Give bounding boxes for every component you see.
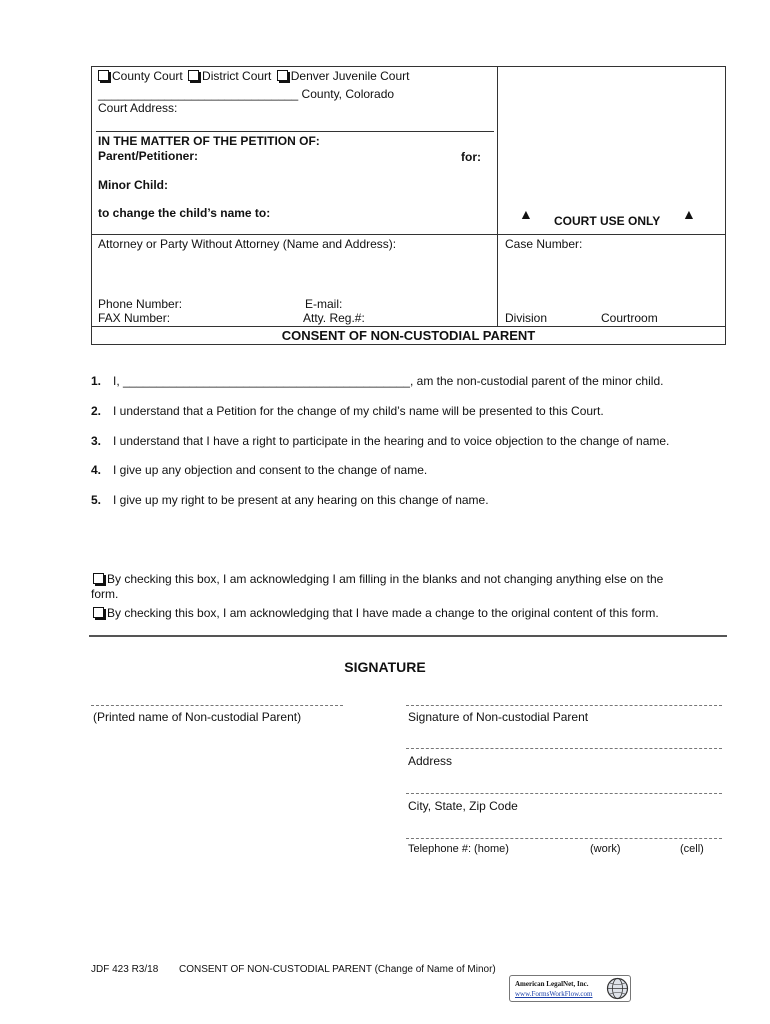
address-label: Address — [408, 754, 453, 768]
matter-divider — [96, 131, 494, 132]
statement-1: 1. I, ___________________________________________, am the non-custodial parent of the minor child. — [91, 374, 664, 388]
parent-label: Parent/Petitioner: — [98, 149, 199, 163]
phone-label: Phone Number: — [98, 297, 183, 311]
county-line[interactable]: ______________________________ County, Colorado — [98, 87, 395, 101]
district-court-checkbox[interactable] — [188, 70, 199, 81]
statement-2: 2. I understand that a Petition for the change of my child’s name will be presented to this Court. — [91, 404, 604, 418]
globe-icon — [606, 977, 629, 1000]
matter-heading: IN THE MATTER OF THE PETITION OF: — [98, 134, 320, 148]
city-line[interactable] — [406, 793, 722, 794]
telephone-work-label: (work) — [590, 843, 621, 855]
denver-juvenile-label: Denver Juvenile Court — [290, 69, 410, 83]
up-arrow-icon: ▲ — [519, 206, 533, 222]
signature-heading: SIGNATURE — [344, 659, 426, 675]
telephone-home-label: Telephone #: (home) — [408, 843, 509, 855]
vendor-url[interactable]: www.FormsWorkFlow.com — [515, 990, 593, 998]
city-label: City, State, Zip Code — [408, 799, 518, 813]
court-options — [98, 69, 409, 83]
atty-reg-label: Atty. Reg.#: — [303, 311, 365, 325]
attorney-label: Attorney or Party Without Attorney (Name and Address): — [98, 237, 397, 251]
address-line[interactable] — [406, 748, 722, 749]
case-number-label: Case Number: — [505, 237, 583, 251]
fax-label: FAX Number: — [98, 311, 171, 325]
courtroom-label: Courtroom — [601, 311, 658, 325]
minor-child-label: Minor Child: — [98, 178, 168, 192]
court-use-only: COURT USE ONLY — [554, 214, 661, 228]
county-court-checkbox[interactable] — [98, 70, 109, 81]
telephone-cell-label: (cell) — [680, 843, 704, 855]
statement-5: 5. I give up my right to be present at any hearing on this change of name. — [91, 493, 489, 507]
footer-form-name: CONSENT OF NON-CUSTODIAL PARENT (Change of Name of Minor) — [179, 964, 496, 975]
printed-name-line[interactable] — [91, 705, 343, 706]
telephone-line[interactable] — [406, 838, 722, 839]
signature-line[interactable] — [406, 705, 722, 706]
footer-form-id: JDF 423 R3/18 — [91, 964, 159, 975]
county-court-label: County Court — [112, 69, 183, 83]
change-name-label: to change the child’s name to: — [98, 206, 271, 220]
vendor-badge — [509, 975, 631, 1002]
section-divider — [89, 635, 727, 637]
vendor-name: American LegalNet, Inc. — [515, 980, 589, 988]
statement-4: 4. I give up any objection and consent to the change of name. — [91, 463, 428, 477]
division-label: Division — [505, 311, 548, 325]
ack-1: By checking this box, I am acknowledging I am filling in the blanks and not changing anything else on the — [93, 572, 663, 586]
court-address-label: Court Address: — [98, 101, 178, 115]
up-arrow-icon: ▲ — [682, 206, 696, 222]
ack-1-continued: form. — [91, 587, 119, 601]
for-label: for: — [461, 150, 481, 164]
ack-2: By checking this box, I am acknowledging that I have made a change to the original content of this form. — [93, 606, 659, 620]
email-label: E-mail: — [305, 297, 343, 311]
ack-2-checkbox[interactable] — [93, 607, 104, 618]
signature-label: Signature of Non-custodial Parent — [408, 710, 589, 724]
printed-name-label: (Printed name of Non-custodial Parent) — [93, 710, 302, 724]
ack-1-checkbox[interactable] — [93, 573, 104, 584]
district-court-label: District Court — [202, 69, 272, 83]
denver-juvenile-checkbox[interactable] — [277, 70, 288, 81]
statement-3: 3. I understand that I have a right to participate in the hearing and to voice objection to the change of name. — [91, 434, 670, 448]
form-title: CONSENT OF NON-CUSTODIAL PARENT — [281, 328, 536, 343]
